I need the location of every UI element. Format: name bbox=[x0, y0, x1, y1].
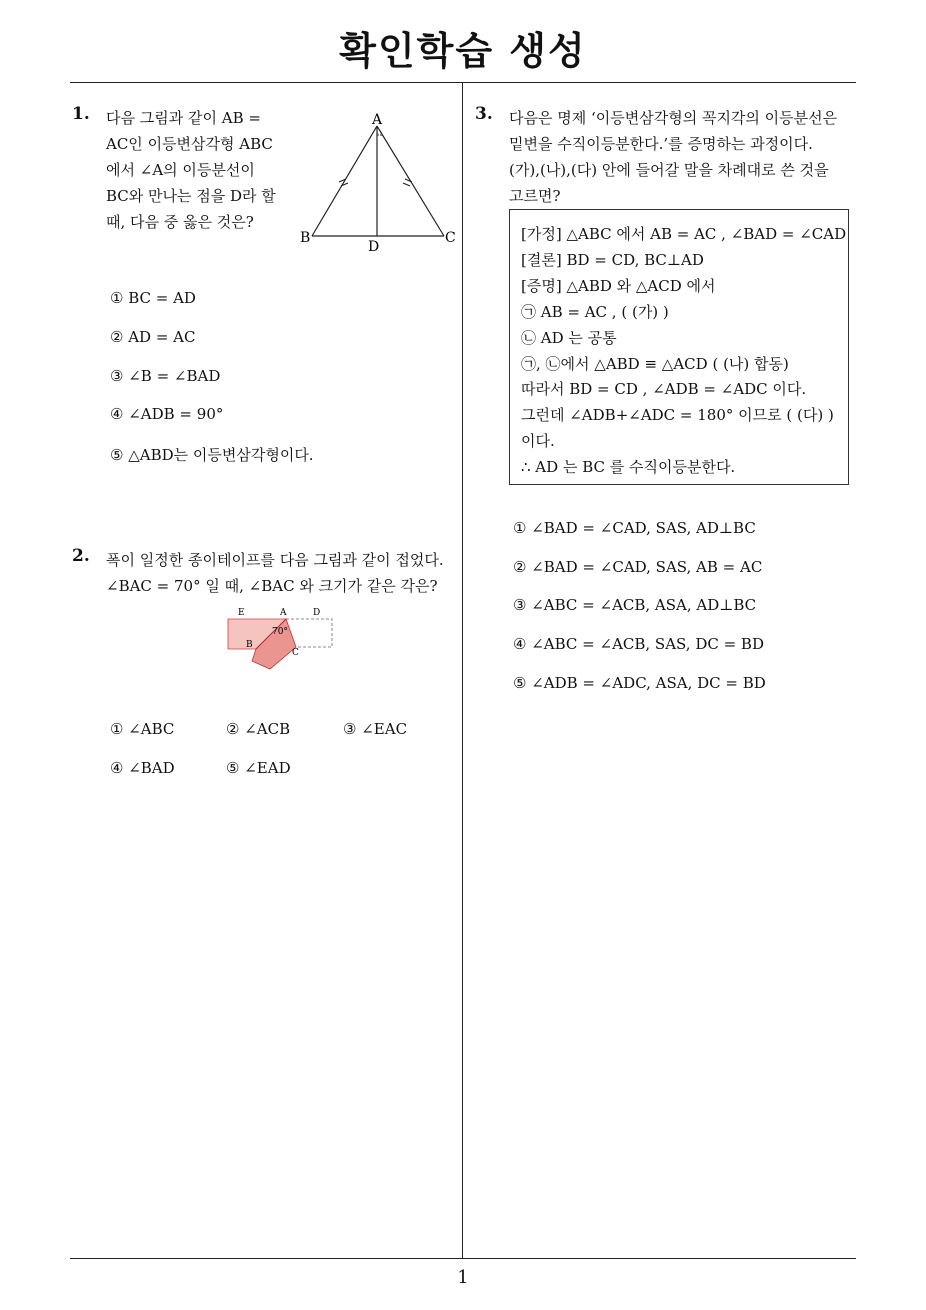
q2-choice[interactable]: ⑤ ∠EAD bbox=[226, 759, 291, 777]
proof-line: [증명] △ABD 와 △ACD 에서 bbox=[521, 277, 716, 295]
q3-choice[interactable]: ③ ∠ABC = ∠ACB, ASA, AD⊥BC bbox=[513, 596, 757, 614]
q1-line: AC인 이등변삼각형 ABC bbox=[106, 135, 273, 153]
q2-choice[interactable]: ② ∠ACB bbox=[226, 720, 291, 738]
q2-choice[interactable]: ① ∠ABC bbox=[110, 720, 175, 738]
top-rule bbox=[70, 82, 856, 83]
proof-line: [가정] △ABC 에서 AB = AC , ∠BAD = ∠CAD bbox=[521, 225, 847, 243]
q1-choice[interactable]: ⑤ △ABD는 이등변삼각형이다. bbox=[110, 446, 314, 464]
tape-angle-label: 70° bbox=[272, 627, 288, 637]
proof-line: 따라서 BD = CD , ∠ADB = ∠ADC 이다. bbox=[521, 380, 807, 398]
triangle-figure bbox=[296, 108, 466, 256]
proof-line: [결론] BD = CD, BC⊥AD bbox=[521, 251, 704, 269]
tape-label-c: C bbox=[292, 648, 299, 658]
tape-label-a: A bbox=[280, 608, 287, 618]
column-divider bbox=[462, 83, 463, 1258]
q1-choice[interactable]: ③ ∠B = ∠BAD bbox=[110, 367, 221, 385]
proof-line: ㉠, ㉡에서 △ABD ≡ △ACD ( (나) 합동) bbox=[521, 355, 789, 373]
q1-line: BC와 만나는 점을 D라 할 bbox=[106, 187, 276, 205]
vertex-label-d: D bbox=[368, 239, 380, 255]
q2-line: 폭이 일정한 종이테이프를 다음 그림과 같이 접었다. bbox=[106, 551, 444, 569]
bottom-rule bbox=[70, 1258, 856, 1259]
q2-line: ∠BAC = 70° 일 때, ∠BAC 와 크기가 같은 각은? bbox=[106, 577, 438, 595]
proof-line: ㉠ AB = AC , ( (가) ) bbox=[521, 303, 669, 321]
q3-choice[interactable]: ⑤ ∠ADB = ∠ADC, ASA, DC = BD bbox=[513, 674, 766, 692]
q3-choice[interactable]: ① ∠BAD = ∠CAD, SAS, AD⊥BC bbox=[513, 519, 756, 537]
tape-label-b: B bbox=[246, 640, 253, 650]
q3-number: 3. bbox=[475, 104, 493, 124]
q2-choice[interactable]: ④ ∠BAD bbox=[110, 759, 175, 777]
q3-choice[interactable]: ② ∠BAD = ∠CAD, SAS, AB = AC bbox=[513, 558, 763, 576]
q3-line: (가),(나),(다) 안에 들어갈 말을 차례대로 쓴 것을 bbox=[509, 161, 829, 179]
proof-line: ∴ AD 는 BC 를 수직이등분한다. bbox=[521, 458, 736, 476]
q2-choice[interactable]: ③ ∠EAC bbox=[343, 720, 408, 738]
q3-line: 밑변을 수직이등분한다.’를 증명하는 과정이다. bbox=[509, 135, 813, 153]
proof-line: 이다. bbox=[521, 432, 555, 450]
q1-line: 때, 다음 중 옳은 것은? bbox=[106, 213, 254, 231]
vertex-label-b: B bbox=[300, 230, 311, 246]
q1-line: 다음 그림과 같이 AB = bbox=[106, 109, 261, 127]
proof-line: ㉡ AD 는 공통 bbox=[521, 329, 617, 347]
tape-label-e: E bbox=[238, 608, 245, 618]
q1-choice[interactable]: ② AD = AC bbox=[110, 328, 196, 346]
q1-choice[interactable]: ① BC = AD bbox=[110, 289, 196, 307]
vertex-label-a: A bbox=[372, 112, 383, 128]
page-number: 1 bbox=[457, 1267, 469, 1288]
q1-line: 에서 ∠A의 이등분선이 bbox=[106, 161, 255, 179]
svg-text:°°: °° bbox=[376, 133, 383, 141]
tape-label-d: D bbox=[313, 608, 321, 618]
vertex-label-c: C bbox=[445, 230, 456, 246]
page-title: 확인학습 생성 bbox=[339, 29, 587, 73]
q2-number: 2. bbox=[72, 546, 90, 566]
folded-tape-figure bbox=[220, 603, 340, 673]
q3-choice[interactable]: ④ ∠ABC = ∠ACB, SAS, DC = BD bbox=[513, 635, 764, 653]
proof-line: 그런데 ∠ADB+∠ADC = 180° 이므로 ( (다) ) bbox=[521, 406, 834, 424]
q1-choice[interactable]: ④ ∠ADB = 90° bbox=[110, 405, 224, 423]
q1-number: 1. bbox=[72, 104, 90, 124]
q3-line: 고르면? bbox=[509, 187, 561, 205]
q3-line: 다음은 명제 ‘이등변삼각형의 꼭지각의 이등분선은 bbox=[509, 109, 838, 127]
